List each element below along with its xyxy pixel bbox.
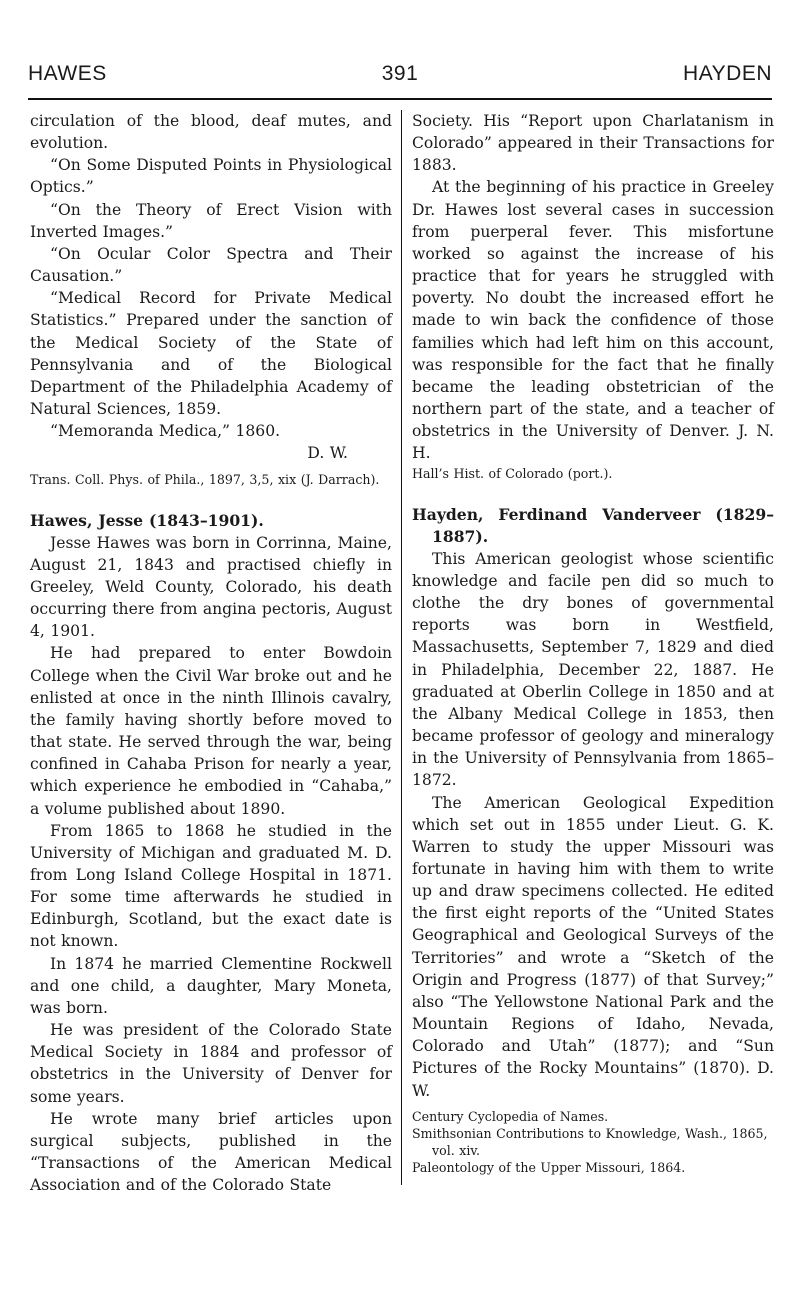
paragraph-text: At the beginning of his practice in Greeley Dr. Hawes lost several cases in succession from puerperal fever. This misfortune worked so against the increase of his practice that for years he struggled with poverty. No doubt the increased effort he made to win back the confidence of those families which had left him on this account, was responsible for the fact that he finally became the leading obstetrician of the northern part of the state, and a teacher of obstetrics in the University of Denver.: [412, 178, 774, 441]
entry-heading: [30, 510, 392, 532]
source-citation: Trans. Coll. Phys. of Phila., 1897, 3,5, xix (J. Darrach).: [30, 471, 380, 487]
entry-dates: (1843–1901).: [143, 510, 264, 530]
paragraph: “On the Theory of Erect Vision with Inverted Images.”: [30, 200, 392, 241]
paragraph: “Medical Record for Private Medical Statistics.” Prepared under the sanction of the Medical Society of the State of Pennsylvania and of the Biological Department of the Philadelphia Academy of Natural Sciences, 1859.: [30, 289, 392, 419]
paragraph: circulation of the blood, deaf mutes, and evolution.: [30, 112, 392, 153]
entry-name: Hayden, Ferdinand Vanderveer: [412, 504, 701, 524]
paragraph: [412, 176, 774, 464]
paragraph: From 1865 to 1868 he studied in the University of Michigan and graduated M. D. from Long Island College Hospital in 1871. For some time afterwards he studied in Edinburgh, Scotland, but the exact date is not known.: [30, 821, 392, 951]
header-left-name: HAWES: [28, 62, 107, 85]
paragraph: [412, 792, 774, 1102]
paragraph: Jesse Hawes was born in Corrinna, Maine, August 21, 1843 and practised chiefly in Greeley, Weld County, Colorado, his death occurring there from angina pectoris, August 4, 1901.: [30, 533, 392, 641]
entry-dates: (1829–1887).: [432, 504, 774, 546]
running-header: [28, 62, 772, 92]
paragraph: “Memoranda Medica,” 1860.: [50, 422, 281, 441]
column-divider: [401, 110, 402, 1185]
paragraph-text: The American Geological Expedition which set out in 1855 under Lieut. G. K. Warren to study the upper Missouri was fortunate in having him with them to write up and draw specimens collected. He edited the first eight reports of the “United States Geographical and Geological Surveys of the Territories” and wrote a “Sketch of the Origin and Progress (1877) of that Survey;” also “The Yellowstone National Park and the Mountain Regions of Idaho, Nevada, Colorado and Utah” (1877); and “Sun Pictures of the Rocky Mountains” (1870).: [412, 793, 774, 1078]
author-signature: D. W.: [307, 444, 348, 463]
source-citation: Paleontology of the Upper Missouri, 1864.: [412, 1159, 686, 1175]
paragraph: This American geologist whose scientific knowledge and facile pen did so much to clothe the dry bones of governmental reports was born in Westfield, Massachusetts, September 7, 1829 and died in Philadelphia, December 22, 1887. He graduated at Oberlin College in 1850 and at the Albany Medical College in 1853, then became professor of geology and mineralogy in the University of Pennsylvania from 1865–1872.: [412, 549, 774, 790]
header-rule: [28, 98, 772, 100]
page-number: 391: [381, 62, 419, 85]
entry-name: Hawes, Jesse: [30, 510, 144, 530]
source-citation: Hall’s Hist. of Colorado (port.).: [412, 465, 613, 481]
author-signature: J. N. H.: [412, 422, 774, 463]
author-signature: D. W.: [412, 1059, 774, 1100]
source-citation: Century Cyclopedia of Names.: [412, 1108, 609, 1124]
right-column: [412, 110, 774, 1176]
left-column: [30, 110, 392, 1196]
paragraph: “On Ocular Color Spectra and Their Causation.”: [30, 244, 392, 286]
header-right-name: HAYDEN: [683, 62, 772, 85]
paragraph: He was president of the Colorado State Medical Society in 1884 and professor of obstetrics in the University of Denver for some years.: [30, 1021, 392, 1106]
paragraph: “On Some Disputed Points in Physiological Optics.”: [30, 156, 392, 197]
paragraph: Society. His “Report upon Charlatanism in Colorado” appeared in their Transactions for 1883.: [412, 112, 774, 175]
source-citation: Smithsonian Contributions to Knowledge, Wash., 1865, vol. xiv.: [412, 1125, 768, 1158]
paragraph: In 1874 he married Clementine Rockwell and one child, a daughter, Mary Moneta, was born.: [30, 954, 392, 1017]
paragraph: He wrote many brief articles upon surgical subjects, published in the “Transactions of the American Medical Association and of the Colorado State: [30, 1109, 392, 1195]
entry-heading: [412, 504, 774, 548]
paragraph: He had prepared to enter Bowdoin College when the Civil War broke out and he enlisted at once in the ninth Illinois cavalry, the family having shortly before moved to that state. He served through the war, being confined in Cahaba Prison for nearly a year, which experience he embodied in “Cahaba,” a volume published about 1890.: [30, 644, 392, 818]
